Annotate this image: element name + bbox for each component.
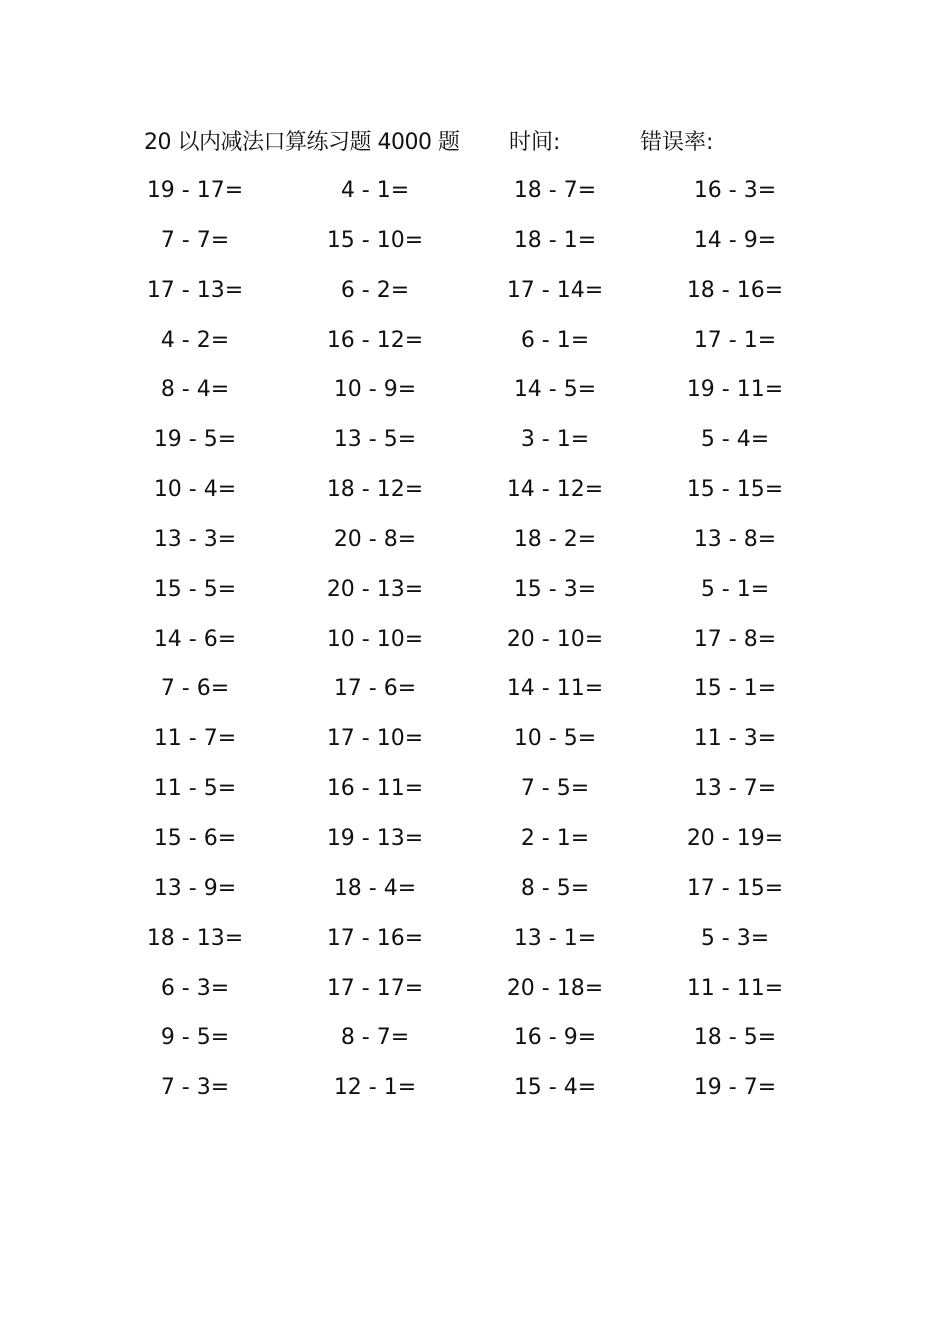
problem-cell: 17 - 17=	[326, 975, 424, 1001]
problem-cell: 17 - 13=	[146, 277, 244, 303]
problem-cell: 16 - 3=	[693, 178, 777, 203]
problem-cell: 19 - 7=	[693, 1075, 777, 1101]
problem-cell: 17 - 16=	[326, 925, 424, 951]
problem-cell: 6 - 2=	[340, 277, 410, 303]
problem-cell: 14 - 6=	[153, 626, 237, 652]
problem-cell: 20 - 18=	[506, 975, 604, 1001]
problem-cell: 15 - 5=	[153, 576, 237, 602]
problem-cell: 6 - 1=	[520, 327, 590, 353]
problem-cell: 15 - 4=	[513, 1075, 597, 1101]
problem-cell: 17 - 1=	[693, 327, 777, 353]
problem-cell: 9 - 5=	[160, 1025, 230, 1051]
problem-cell: 16 - 12=	[326, 327, 424, 353]
problem-cell: 7 - 6=	[160, 676, 230, 702]
problem-cell: 8 - 4=	[160, 377, 230, 403]
problem-cell: 17 - 14=	[506, 277, 604, 303]
problem-cell: 19 - 17=	[146, 178, 244, 203]
problem-cell: 17 - 15=	[686, 875, 784, 901]
problem-cell: 15 - 15=	[686, 477, 784, 503]
problem-cell: 18 - 5=	[693, 1025, 777, 1051]
error-rate-label: 错误率:	[640, 130, 714, 155]
problem-cell: 20 - 8=	[333, 526, 417, 552]
problem-cell: 8 - 5=	[520, 875, 590, 901]
problem-cell: 14 - 9=	[693, 227, 777, 253]
problem-cell: 6 - 3=	[160, 975, 230, 1001]
problem-cell: 5 - 1=	[700, 576, 770, 602]
problem-cell: 10 - 9=	[333, 377, 417, 403]
problem-cell: 18 - 12=	[326, 477, 424, 503]
problem-cell: 18 - 2=	[513, 526, 597, 552]
problem-cell: 16 - 9=	[513, 1025, 597, 1051]
problem-cell: 19 - 5=	[153, 427, 237, 453]
problem-cell: 19 - 11=	[686, 377, 784, 403]
problem-cell: 20 - 19=	[686, 825, 784, 851]
problem-cell: 5 - 4=	[700, 427, 770, 453]
problem-cell: 14 - 12=	[506, 477, 604, 503]
problem-cell: 3 - 1=	[520, 427, 590, 453]
problem-cell: 8 - 7=	[340, 1025, 410, 1051]
problem-cell: 15 - 10=	[326, 227, 424, 253]
problem-cell: 13 - 8=	[693, 526, 777, 552]
problem-cell: 17 - 8=	[693, 626, 777, 652]
worksheet-title: 20 以内减法口算练习题 4000 题	[144, 130, 460, 155]
problem-cell: 10 - 5=	[513, 726, 597, 752]
problem-cell: 15 - 1=	[693, 676, 777, 702]
problem-cell: 2 - 1=	[520, 825, 590, 851]
problem-cell: 14 - 11=	[506, 676, 604, 702]
problem-cell: 20 - 10=	[506, 626, 604, 652]
problem-cell: 18 - 1=	[513, 227, 597, 253]
problem-cell: 18 - 4=	[333, 875, 417, 901]
problem-grid	[0, 174, 950, 1104]
problem-cell: 13 - 3=	[153, 526, 237, 552]
worksheet-header	[0, 126, 950, 160]
problem-cell: 11 - 3=	[693, 726, 777, 752]
problem-cell: 17 - 6=	[333, 676, 417, 702]
problem-cell: 18 - 7=	[513, 178, 597, 203]
problem-cell: 4 - 2=	[160, 327, 230, 353]
problem-cell: 10 - 10=	[326, 626, 424, 652]
problem-cell: 12 - 1=	[333, 1075, 417, 1101]
problem-cell: 4 - 1=	[340, 178, 410, 203]
problem-cell: 10 - 4=	[153, 477, 237, 503]
problem-cell: 18 - 13=	[146, 925, 244, 951]
problem-cell: 15 - 6=	[153, 825, 237, 851]
problem-cell: 13 - 9=	[153, 875, 237, 901]
problem-cell: 16 - 11=	[326, 776, 424, 802]
problem-cell: 17 - 10=	[326, 726, 424, 752]
problem-cell: 13 - 7=	[693, 776, 777, 802]
problem-cell: 13 - 1=	[513, 925, 597, 951]
problem-cell: 5 - 3=	[700, 925, 770, 951]
problem-cell: 19 - 13=	[326, 825, 424, 851]
problem-cell: 7 - 7=	[160, 227, 230, 253]
problem-cell: 7 - 3=	[160, 1075, 230, 1101]
problem-cell: 18 - 16=	[686, 277, 784, 303]
problem-cell: 11 - 11=	[686, 975, 784, 1001]
problem-cell: 11 - 7=	[153, 726, 237, 752]
problem-cell: 13 - 5=	[333, 427, 417, 453]
problem-cell: 7 - 5=	[520, 776, 590, 802]
problem-cell: 11 - 5=	[153, 776, 237, 802]
problem-cell: 14 - 5=	[513, 377, 597, 403]
problem-cell: 15 - 3=	[513, 576, 597, 602]
problem-cell: 20 - 13=	[326, 576, 424, 602]
time-label: 时间:	[509, 130, 561, 155]
